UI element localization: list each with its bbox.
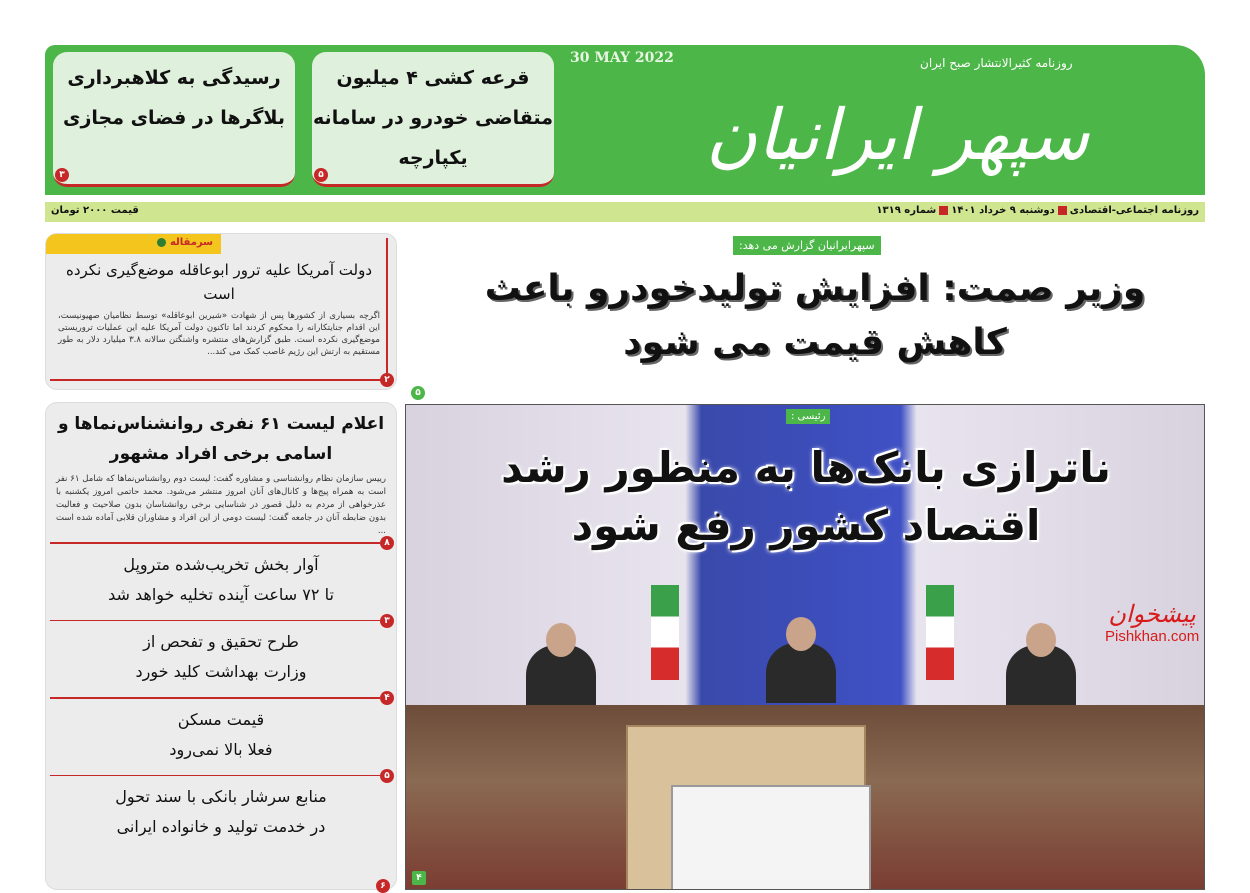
editorial-body: اگرچه بسیاری از کشورها پس از شهادت «شیرین ابوعاقله» توسط نظامیان صهیونیست، این اقدام جنایتکارانه را محکوم کردند اما تاکنون دولت آمریکا علیه این عملیات تروریستی موضع‌گیری نکرده است. طبق گزارش‌های منتشره واشنگتن سالانه ۳.۸ میلیارد دلار به طور مستقیم به ارتش این رژیم غاصب کمک می کند... [58,311,380,357]
issue-number: شماره ۱۳۱۹ [876,205,937,216]
date-persian: دوشنبه ۹ خرداد ۱۴۰۱ [951,205,1055,216]
page-number-badge: ۴ [412,871,426,885]
hexagon-icon [157,238,166,247]
paper-type: روزنامه اجتماعی-اقتصادی [1069,205,1199,216]
price: قیمت ۲۰۰۰ تومان [51,205,139,216]
lead-title[interactable]: اعلام لیست ۶۱ نفری روانشناس‌نماها و اسامی برخی افراد مشهور [57,414,385,464]
editorial-box[interactable] [45,233,397,390]
news-item[interactable]: قیمت مسکن فعلا بالا نمی‌رود [169,709,273,759]
page-number-badge: ۲ [380,373,394,387]
page-number-badge: ۵ [314,168,328,182]
photo-kicker: رئیسی : [786,409,830,424]
teaser-bloggers[interactable] [53,52,295,187]
issue-info [876,205,1199,216]
news-item[interactable]: آوار بخش تخریب‌شده متروپل تا ۷۲ ساعت آینده تخلیه خواهد شد [108,554,334,604]
date-english: 30 MAY 2022 [570,50,674,66]
news-item[interactable]: طرح تحقیق و تفحص از وزارت بهداشت کلید خورد [135,632,307,681]
page-number-badge: ۸ [380,536,394,550]
page-number-badge: ۵ [411,386,425,400]
newspaper-logo: سپهر ایرانیان [705,94,1090,176]
cover-photo[interactable] [405,404,1205,890]
teaser-title: قرعه کشی ۴ میلیون متقاضی خودرو در سامانه یکپارچه [313,67,553,169]
tagline: روزنامه کثیرالانتشار صبح ایران [920,56,1073,70]
editorial-title: دولت آمریکا علیه ترور ابوعاقله موضع‌گیری نکرده است [65,261,372,303]
page-number-badge: ۳ [55,168,69,182]
page-number-badge: ۳ [380,614,394,628]
page-number-badge: ۶ [376,879,390,893]
main-kicker: سپهرایرانیان گزارش می دهد: [733,236,881,255]
main-headline[interactable]: وزیر صمت: افزایش تولیدخودرو باعث کاهش قیمت می شود [484,268,1146,363]
pishkhan-watermark: پیشخوان Pishkhan.com [1105,600,1200,645]
teaser-car-lottery[interactable] [312,52,554,187]
teaser-title: رسیدگی به کلاهبرداری بلاگرها در فضای مجازی [63,67,285,129]
lead-body: رییس سازمان نظام روانشناسی و مشاوره گفت: لیست دوم روانشناس‌نماها که شامل ۶۱ نفر است به همراه پیج‌ها و کانال‌های آنان امروز منتشر می‌شود. محمد حاتمی امروز یکشنبه با عذرخواهی از مردم به دلیل قصور در شناسایی برخی روانشناسان بدون صلاحیت و فعالیت بدون ضابطه آنان در جامعه گفت: لیست دومی از این افراد و مشاوران قلابی آماده شده است ... [56,474,386,536]
news-item[interactable]: منابع سرشار بانکی با سند تحول در خدمت تولید و خانواده ایرانی [115,787,327,836]
page-number-badge: ۵ [380,769,394,783]
side-news-column [45,402,397,890]
editorial-tag: سرمقاله [46,234,221,254]
issue-info-strip [45,202,1205,222]
photo-headline: ناترازی بانک‌ها به منظور رشد اقتصاد کشور رفع شود [501,443,1111,550]
page-number-badge: ۴ [380,691,394,705]
